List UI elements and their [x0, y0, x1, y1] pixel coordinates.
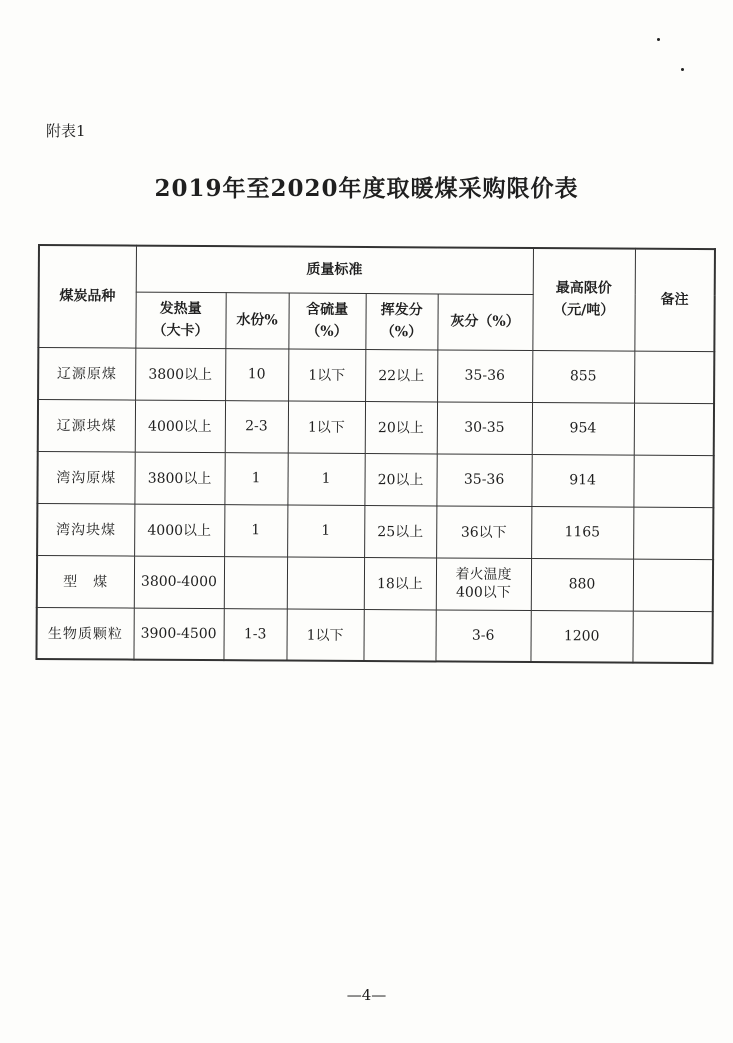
cell-sulfur: 1以下 — [288, 401, 365, 453]
cell-calorific: 3800以上 — [135, 348, 225, 401]
page-number: —4— — [346, 986, 387, 1004]
cell-sulfur — [287, 557, 364, 609]
table-row — [37, 503, 713, 559]
header-moisture: 水份% — [225, 292, 288, 348]
cell-coal-name: 湾沟块煤 — [37, 503, 134, 556]
table-row — [37, 451, 713, 507]
cell-sulfur: 1 — [287, 453, 364, 505]
cell-ash: 35-36 — [437, 349, 532, 402]
cell-remarks — [634, 403, 714, 455]
table-row — [36, 607, 712, 663]
price-limit-table — [35, 244, 716, 664]
cell-volatile: 22以上 — [365, 349, 437, 401]
cell-calorific: 3900-4500 — [133, 608, 223, 661]
cell-sulfur: 1以下 — [288, 349, 365, 401]
cell-volatile — [363, 609, 435, 661]
header-volatile: 挥发分 （%） — [365, 293, 437, 349]
cell-moisture: 1 — [224, 452, 287, 504]
table-row — [37, 555, 713, 611]
cell-remarks — [633, 455, 713, 507]
cell-ash: 着火温度 400以下 — [436, 557, 531, 610]
cell-calorific: 4000以上 — [134, 504, 224, 557]
cell-remarks — [634, 351, 714, 403]
cell-price: 954 — [532, 402, 634, 455]
header-ash: 灰分（%） — [437, 293, 532, 350]
header-quality-standard: 质量标准 — [136, 246, 533, 294]
cell-calorific: 3800-4000 — [134, 556, 224, 609]
cell-ash: 3-6 — [435, 609, 530, 662]
cell-ash: 36以下 — [436, 505, 531, 558]
header-coal-type: 煤炭品种 — [38, 245, 136, 348]
cell-remarks — [633, 559, 713, 611]
cell-moisture: 1 — [224, 504, 287, 556]
cell-calorific: 4000以上 — [135, 400, 225, 453]
page-title: 2019年至2020年度取暖煤采购限价表 — [154, 175, 579, 202]
cell-volatile: 18以上 — [364, 557, 436, 609]
cell-remarks — [633, 507, 713, 559]
cell-coal-name: 生物质颗粒 — [36, 607, 133, 660]
header-sulfur: 含硫量 （%） — [288, 293, 365, 349]
cell-price: 1200 — [531, 610, 633, 663]
cell-coal-name: 型 煤 — [37, 555, 134, 608]
table-row — [38, 399, 714, 455]
header-remarks: 备注 — [634, 249, 715, 351]
header-calorific: 发热量 （大卡） — [135, 292, 225, 349]
cell-coal-name: 辽源块煤 — [38, 399, 135, 452]
cell-calorific: 3800以上 — [134, 452, 224, 505]
cell-ash: 30-35 — [437, 401, 532, 454]
cell-price: 914 — [531, 454, 633, 507]
cell-coal-name: 辽源原煤 — [38, 347, 135, 400]
cell-moisture: 1-3 — [223, 608, 286, 660]
cell-volatile: 25以上 — [364, 505, 436, 557]
scan-speck — [657, 38, 660, 41]
cell-sulfur: 1以下 — [286, 609, 363, 661]
scan-speck — [681, 68, 684, 71]
cell-coal-name: 湾沟原煤 — [37, 451, 134, 504]
cell-price: 880 — [531, 558, 633, 611]
header-max-price: 最高限价 （元/吨） — [532, 248, 635, 351]
cell-volatile: 20以上 — [365, 401, 437, 453]
annex-label: 附表1 — [46, 122, 86, 140]
cell-moisture — [224, 556, 287, 608]
table-row — [38, 347, 714, 403]
cell-price: 1165 — [531, 506, 633, 559]
cell-remarks — [633, 611, 713, 663]
cell-price: 855 — [532, 350, 634, 403]
cell-ash: 35-36 — [436, 453, 531, 506]
cell-volatile: 20以上 — [364, 453, 436, 505]
cell-moisture: 2-3 — [225, 400, 288, 452]
cell-sulfur: 1 — [287, 505, 364, 557]
cell-moisture: 10 — [225, 348, 288, 400]
